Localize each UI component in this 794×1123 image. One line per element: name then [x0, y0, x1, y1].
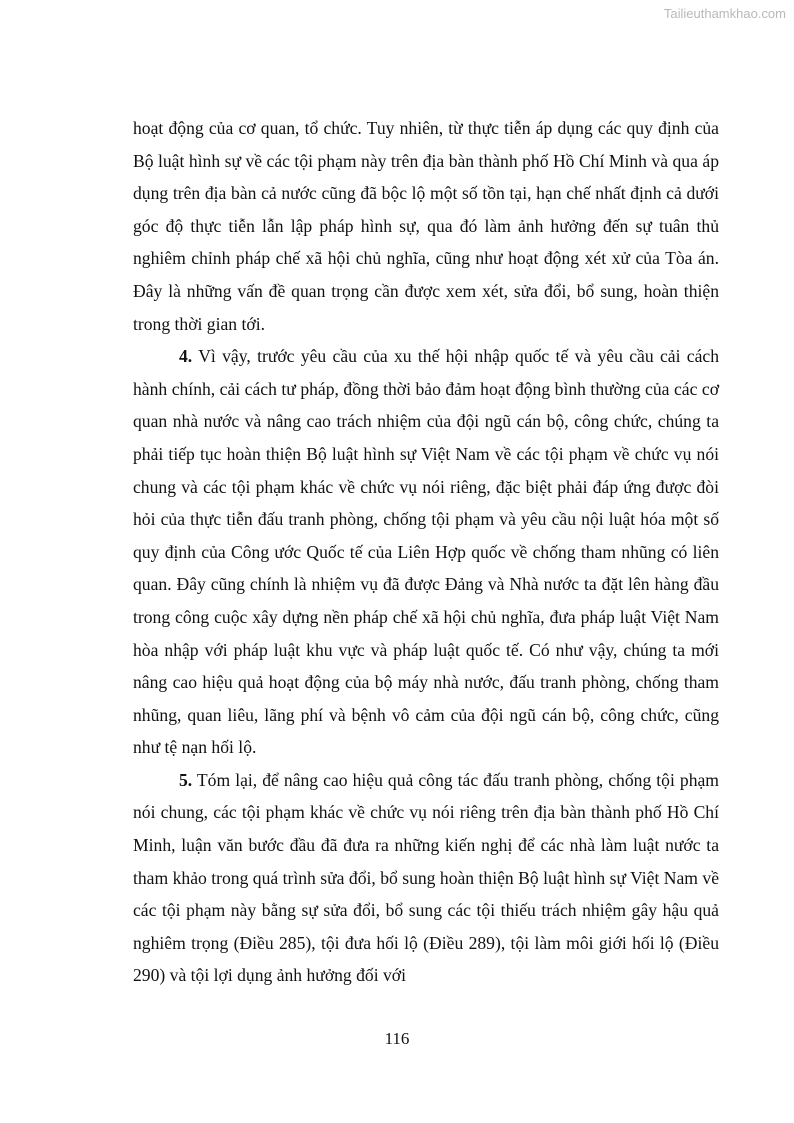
- page-number: 116: [384, 1029, 410, 1048]
- watermark-text: Tailieuthamkhao.com: [663, 6, 786, 21]
- paragraph-5: [133, 764, 719, 992]
- paragraph-text: Tóm lại, để nâng cao hiệu quả công tác đấu tranh phòng, chống tội phạm nói chung, các tội phạm khác về chức vụ nói riêng trên địa bàn thành phố Hồ Chí Minh, luận văn bước đầu đã đưa ra những kiến nghị để các nhà làm luật nước ta tham khảo trong quá trình sửa đổi, bổ sung hoàn thiện Bộ luật hình sự Việt Nam về các tội phạm này bằng sự sửa đổi, bổ sung các tội thiếu trách nhiệm gây hậu quả nghiêm trọng (Điều 285), tội đưa hối lộ (Điều 289), tội làm môi giới hối lộ (Điều 290) và tội lợi dụng ảnh hưởng đối với: [133, 769, 719, 986]
- paragraph-text: hoạt động của cơ quan, tổ chức. Tuy nhiên, từ thực tiễn áp dụng các quy định của Bộ luật hình sự về các tội phạm này trên địa bàn thành phố Hồ Chí Minh và qua áp dụng trên địa bàn cả nước cũng đã bộc lộ một số tồn tại, hạn chế nhất định cả dưới góc độ thực tiễn lẫn lập pháp hình sự, qua đó làm ảnh hưởng đến sự tuân thủ nghiêm chỉnh pháp chế xã hội chủ nghĩa, cũng như hoạt động xét xử của Tòa án. Đây là những vấn đề quan trọng cần được xem xét, sửa đổi, bổ sung, hoàn thiện trong thời gian tới.: [133, 118, 719, 334]
- paragraph-4: [133, 340, 719, 764]
- paragraph-text: Vì vậy, trước yêu cầu của xu thế hội nhập quốc tế và yêu cầu cải cách hành chính, cải cách tư pháp, đồng thời bảo đảm hoạt động bình thường của các cơ quan nhà nước và nâng cao trách nhiệm của đội ngũ cán bộ, công chức, chúng ta phải tiếp tục hoàn thiện Bộ luật hình sự Việt Nam về các tội phạm về chức vụ nói chung và các tội phạm khác về chức vụ nói riêng, đặc biệt phải đáp ứng được đòi hỏi của thực tiễn đấu tranh phòng, chống tội phạm và yêu cầu nội luật hóa một số quy định của Công ước Quốc tế của Liên Hợp quốc về chống tham nhũng có liên quan. Đây cũng chính là nhiệm vụ đã được Đảng và Nhà nước ta đặt lên hàng đầu trong công cuộc xây dựng nền pháp chế xã hội chủ nghĩa, đưa pháp luật Việt Nam hòa nhập với pháp luật khu vực và pháp luật quốc tế. Có như vậy, chúng ta mới nâng cao hiệu quả hoạt động của bộ máy nhà nước, đấu tranh phòng, chống tham nhũng, quan liêu, lãng phí và bệnh vô cảm của đội ngũ cán bộ, công chức, cũng như tệ nạn hối lộ.: [133, 346, 719, 758]
- document-body: [133, 112, 719, 992]
- paragraph-number: 5.: [179, 769, 193, 790]
- paragraph-number: 4.: [179, 346, 193, 367]
- paragraph-continuation: [133, 112, 719, 340]
